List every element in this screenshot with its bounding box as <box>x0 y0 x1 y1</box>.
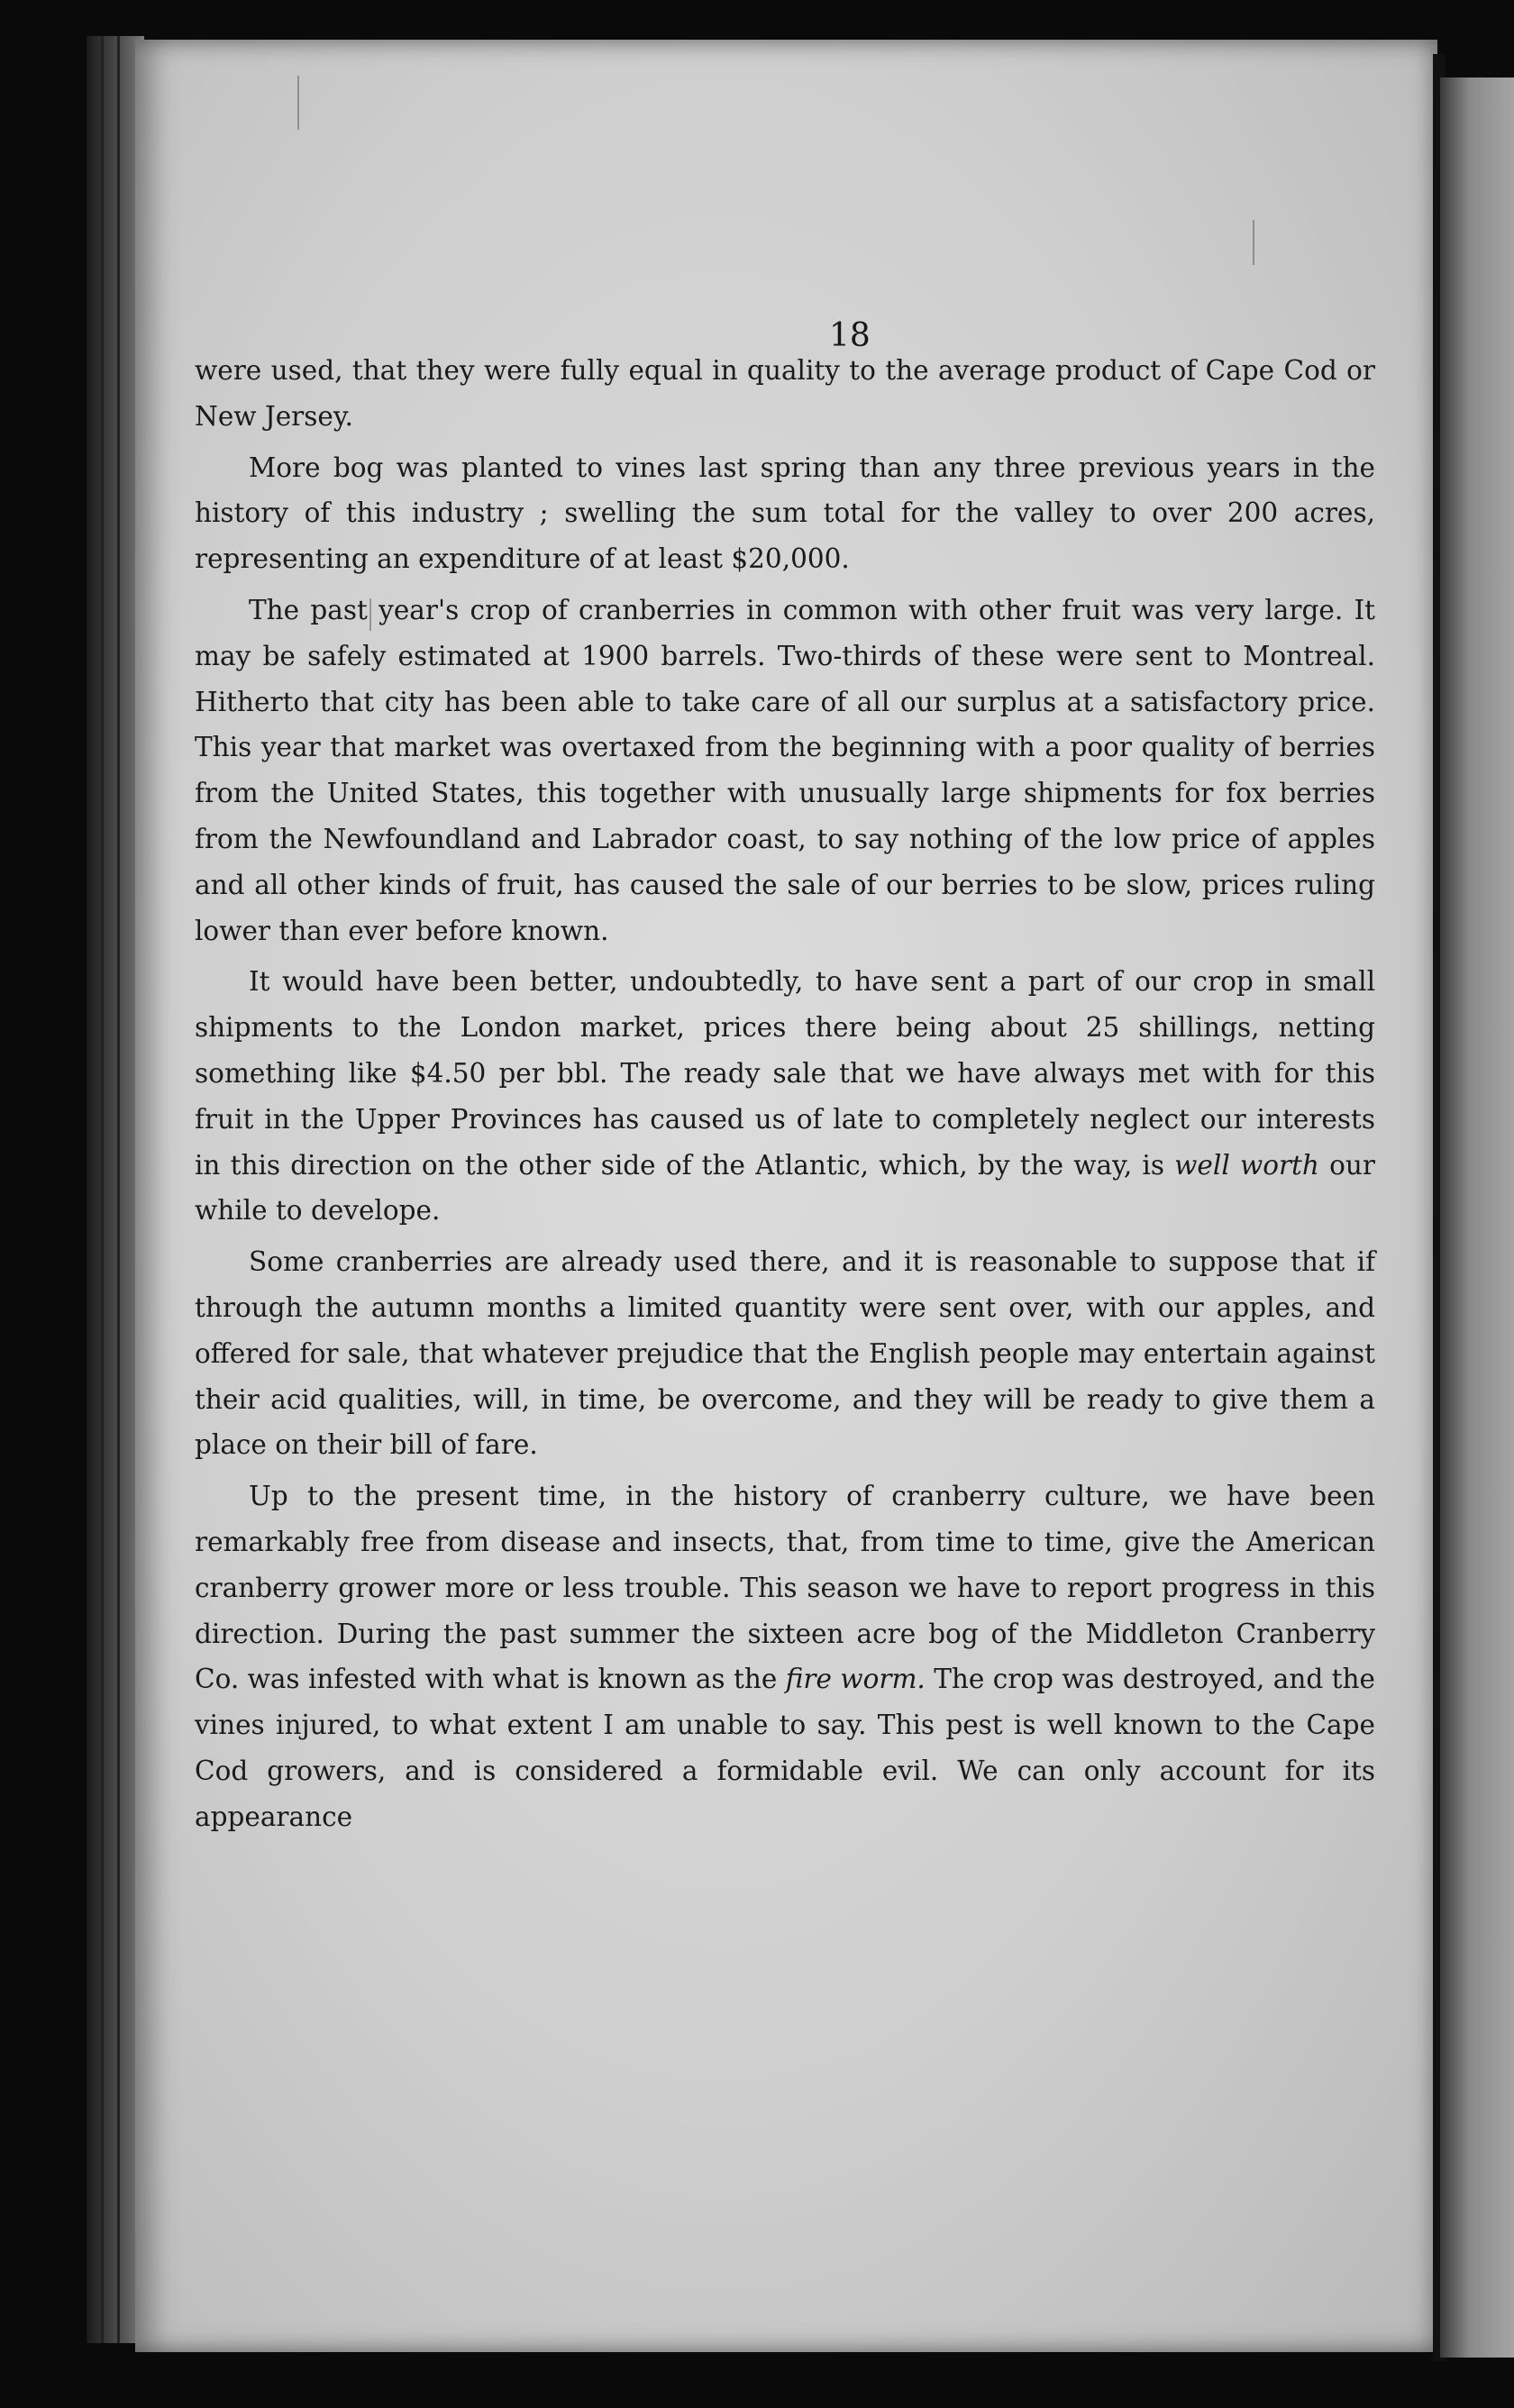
paragraph-text: Some cranberries are already used there, and it is reasonable to suppose that if through the autumn months a limited quantity were sent over, with our apples, and offered for sale, that whatever prejudice that the English people may entertain against their acid qualities, will, in time, be overcome, and they will be ready to give them a place on their bill of fare. <box>195 1246 1375 1461</box>
page-number: 18 <box>829 317 871 354</box>
paragraph-continued <box>195 348 1375 440</box>
paragraph-text: The past year's crop of cranberries in common with other fruit was very large. It may be safely estimated at 1900 barrels. Two-thirds of these were sent to Montreal. Hitherto that city has been able to take care of all our surplus at a satisfactory price. This year that market was overtaxed from the beginning with a poor quality of berries from the United States, this together with unusually large shipments for fox berries from the Newfoundland and Labrador coast, to say nothing of the low price of apples and all other kinds of fruit, has caused the sale of our berries to be slow, prices ruling lower than ever before known. <box>195 594 1375 946</box>
next-page-edge <box>1440 78 1514 2358</box>
paragraph-text: It would have been better, undoubtedly, to have sent a part of our crop in small shipments to the London market, prices there being about 25 shillings, netting something like $4.50 per bbl. The ready sale that we have always met with for this fruit in the Upper Provinces has caused us of late to completely neglect our interests in this direction on the other side of the Atlantic, which, by the way, is <box>195 966 1375 1181</box>
paragraph <box>195 445 1375 582</box>
paragraph-text: The crop was destroyed, and the vines injured, to what extent I am unable to say. This pest is well known to the Cape Cod growers, and is considered a formidable evil. We can only account for its appearance <box>195 1664 1375 1832</box>
spine-edge-line <box>101 36 104 2343</box>
paragraph-text: were used, that they were fully equal in quality to the average product of Cape Cod or New Jersey. <box>195 355 1375 432</box>
paragraph-text: Up to the present time, in the history of cranberry culture, we have been remarkably free from disease and insects, that, from time to time, give the American cranberry grower more or less trouble. This season we have to report progress in this direction. During the past summer the sixteen acre bog of the Middleton Cranberry Co. was infested with what is known as the <box>195 1481 1375 1695</box>
paragraph <box>195 588 1375 953</box>
paragraph-text: More bog was planted to vines last spring than any three previous years in the history of this industry ; swelling the sum total for the valley to over 200 acres, representing an expenditure of at least $20,000. <box>195 452 1375 575</box>
emphasis-text: fire worm. <box>785 1664 926 1695</box>
spine-edge-line <box>117 36 120 2343</box>
paragraph-text: our while to develope. <box>195 1149 1375 1227</box>
paragraph <box>195 1239 1375 1468</box>
paragraph <box>195 1473 1375 1839</box>
emphasis-text: well worth <box>1174 1149 1319 1181</box>
scan-mark <box>297 76 299 130</box>
scan-mark <box>1253 220 1254 265</box>
body-text <box>195 348 1375 1846</box>
paragraph <box>195 959 1375 1234</box>
